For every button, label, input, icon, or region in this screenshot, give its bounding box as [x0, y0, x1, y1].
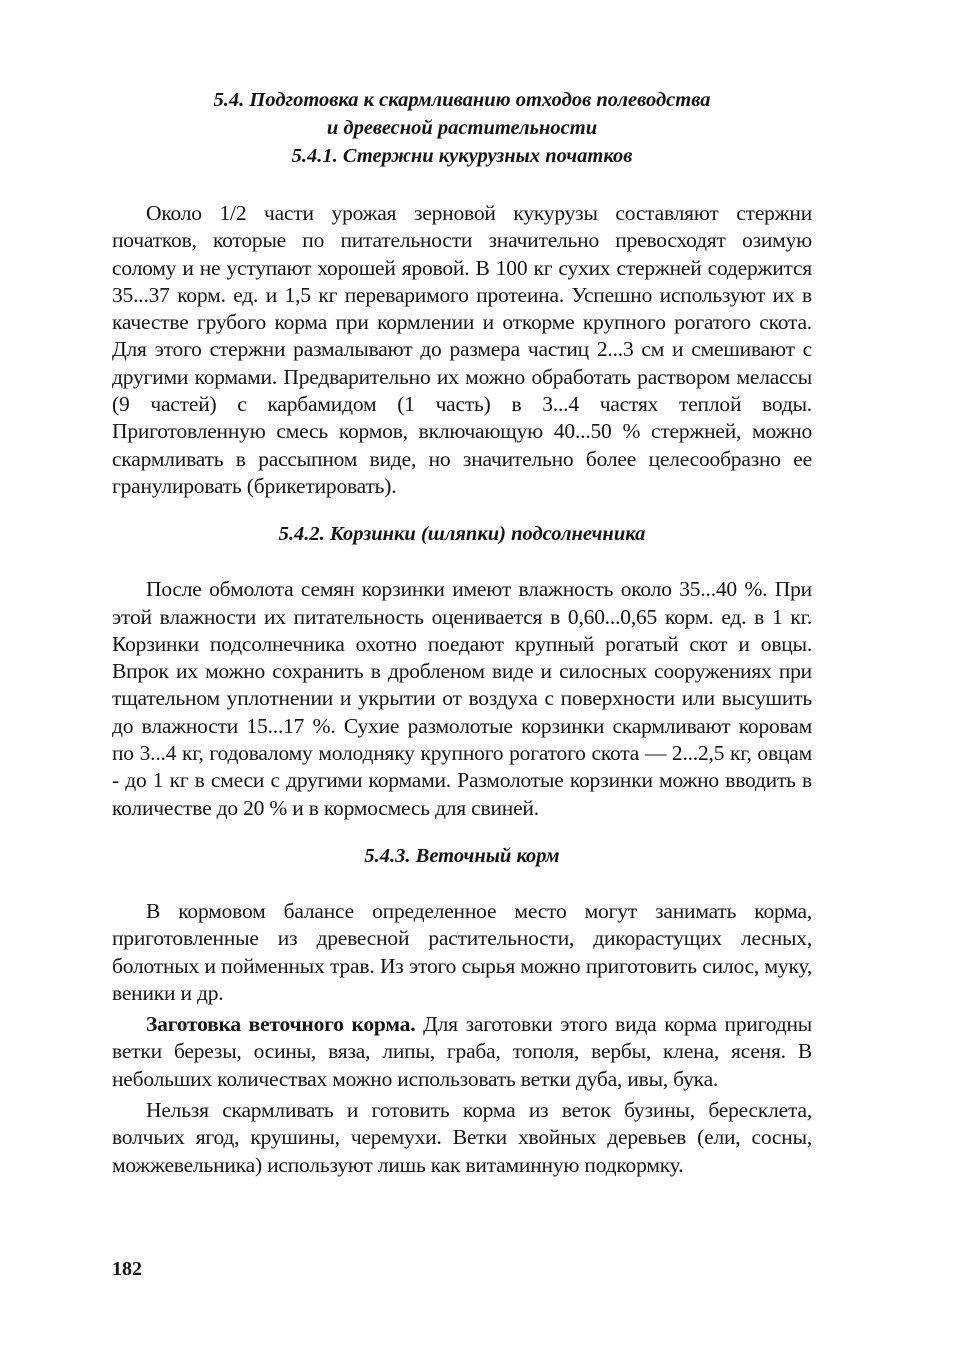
page-content	[112, 86, 812, 1179]
heading-line-1: 5.4. Подготовка к скармливанию отходов полеводства	[213, 89, 711, 111]
section-3-paragraph-2	[112, 1011, 812, 1093]
paragraph-lead-heading: Заготовка веточного корма.	[146, 1012, 416, 1037]
section-3-title: 5.4.3. Веточный корм	[364, 844, 560, 867]
section-2-paragraph: После обмолота семян корзинки имеют влажность около 35...40 %. При этой влажности их питательность оценивается в 0,60...0,65 корм. ед. в 1 кг. Корзинки подсолнечника охотно поедают крупный рогатый скот и овцы. Впрок их можно сохранить в дробленом виде и силосных сооружениях при тщательном уплотнении и укрытии от воздуха с поверхности или высушить до влажности 15...17 %. Сухие размолотые корзинки скармливают коровам по 3...4 кг, годовалому молодняку крупного рогатого скота — 2...2,5 кг, овцам - до 1 кг в смеси с другими кормами. Размолотые корзинки можно вводить в количестве до 20 % и в кормосмесь для свиней.	[112, 577, 812, 820]
section-1-paragraph: Около 1/2 части урожая зерновой кукурузы составляют стержни початков, которые по питательности значительно превосходят озимую солому и не уступают хорошей яровой. В 100 кг сухих стержней содержится 35...37 корм. ед. и 1,5 кг переваримого протеина. Успешно используют их в качестве грубого корма при кормлении и откорме крупного рогатого скота. Для этого стержни размалывают до размера частиц 2...3 см и смешивают с другими кормами. Предварительно их можно обработать раствором мелассы (9 частей) с карбамидом (1 часть) в 3...4 частях теплой воды. Приготовленную смесь кормов, включающую 40...50 % стержней, можно скармливать в рассыпном виде, но значительно более целесообразно ее гранулировать (брикетировать).	[112, 201, 812, 498]
chapter-heading	[112, 86, 812, 170]
paragraph-2-text: Для заготовки этого вида корма пригодны ветки березы, осины, вяза, липы, граба, тополя, вербы, клена, ясеня. В небольших количествах можно использовать ветки дуба, ивы, бука.	[112, 1012, 812, 1091]
heading-line-2: и древесной растительности	[326, 117, 598, 139]
section-3-paragraph-3: Нельзя скармливать и готовить корма из веток бузины, бересклета, волчьих ягод, крушины, черемухи. Ветки хвойных деревьев (ели, сосны, можжевельника) используют лишь как витаминную подкормку.	[112, 1098, 812, 1177]
page-number: 182	[112, 1258, 142, 1280]
section-2-title: 5.4.2. Корзинки (шляпки) подсолнечника	[278, 523, 646, 546]
section-3-paragraph-1: В кормовом балансе определенное место могут занимать корма, приготовленные из древесной растительности, дикорастущих лесных, болотных и пойменных трав. Из этого сырья можно приготовить силос, муку, веники и др.	[112, 898, 812, 1005]
heading-line-3: 5.4.1. Стержни кукурузных початков	[291, 145, 633, 167]
